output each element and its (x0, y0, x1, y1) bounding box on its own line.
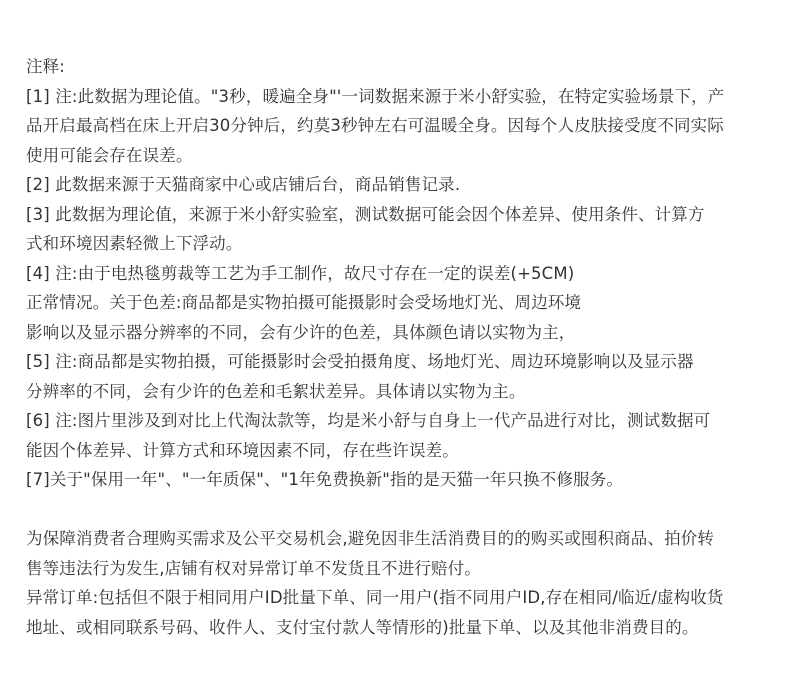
policy-line: 为保障消费者合理购买需求及公平交易机会,避免因非生活消费目的的购买或囤积商品、拍价转 (26, 529, 715, 548)
note-line: 式和环境因素轻微上下浮动。 (26, 234, 243, 253)
notes-document (26, 52, 776, 642)
note-line: 使用可能会存在误差。 (26, 145, 193, 165)
section-spacer (26, 495, 776, 525)
policy-line: 异常订单:包括但不限于相同用户ID批量下单、同一用户(指不同用户ID,存在相同/临近/虚构收货 (26, 588, 724, 607)
note-line: 分辨率的不同，会有少许的色差和毛絮状差异。具体请以实物为主。 (26, 381, 526, 401)
notes-heading: 注释: (26, 57, 66, 76)
policy-line: 售等违法行为发生,店铺有权对异常订单不发货且不进行赔付。 (26, 558, 481, 578)
policy-line: 地址、或相同联系号码、收件人、支付宝付款人等情形的)批量下单、以及其他非消费目的。 (26, 617, 699, 637)
note-line: [6] 注:图片里涉及到对比上代淘汰款等，均是米小舒与自身上一代产品进行对比，测试数据可 (26, 411, 711, 430)
note-line: [7]关于"保用一年"、"一年质保"、"1年免费换新"指的是天猫一年只换不修服务。 (26, 470, 624, 489)
note-line: [5] 注:商品都是实物拍摄，可能摄影时会受拍摄角度、场地灯光、周边环境影响以及显示器 (26, 352, 694, 371)
note-line: 正常情况。关于色差:商品都是实物拍摄可能摄影时会受场地灯光、周边环境 (26, 293, 582, 312)
note-line: 品开启最高档在床上开启30分钟后，约莫3秒钟左右可温暖全身。因每个人皮肤接受度不同实际 (26, 116, 724, 135)
note-line: 能因个体差异、计算方式和环境因素不同，存在些许误差。 (26, 440, 459, 460)
note-line: [1] 注:此数据为理论值。"3秒，暖遍全身"'一词数据来源于米小舒实验，在特定实验场景下，产 (26, 86, 725, 106)
note-line: 影响以及显示器分辨率的不同，会有少许的色差，具体颜色请以实物为主， (26, 322, 576, 342)
note-line: [2] 此数据来源于天猫商家中心或店铺后台，商品销售记录. (26, 175, 461, 194)
note-line: [4] 注:由于电热毯剪裁等工艺为手工制作，故尺寸存在一定的误差(+5CM) (26, 263, 575, 283)
note-line: [3] 此数据为理论值，来源于米小舒实验室，测试数据可能会因个体差异、使用条件、计算方 (26, 204, 705, 224)
